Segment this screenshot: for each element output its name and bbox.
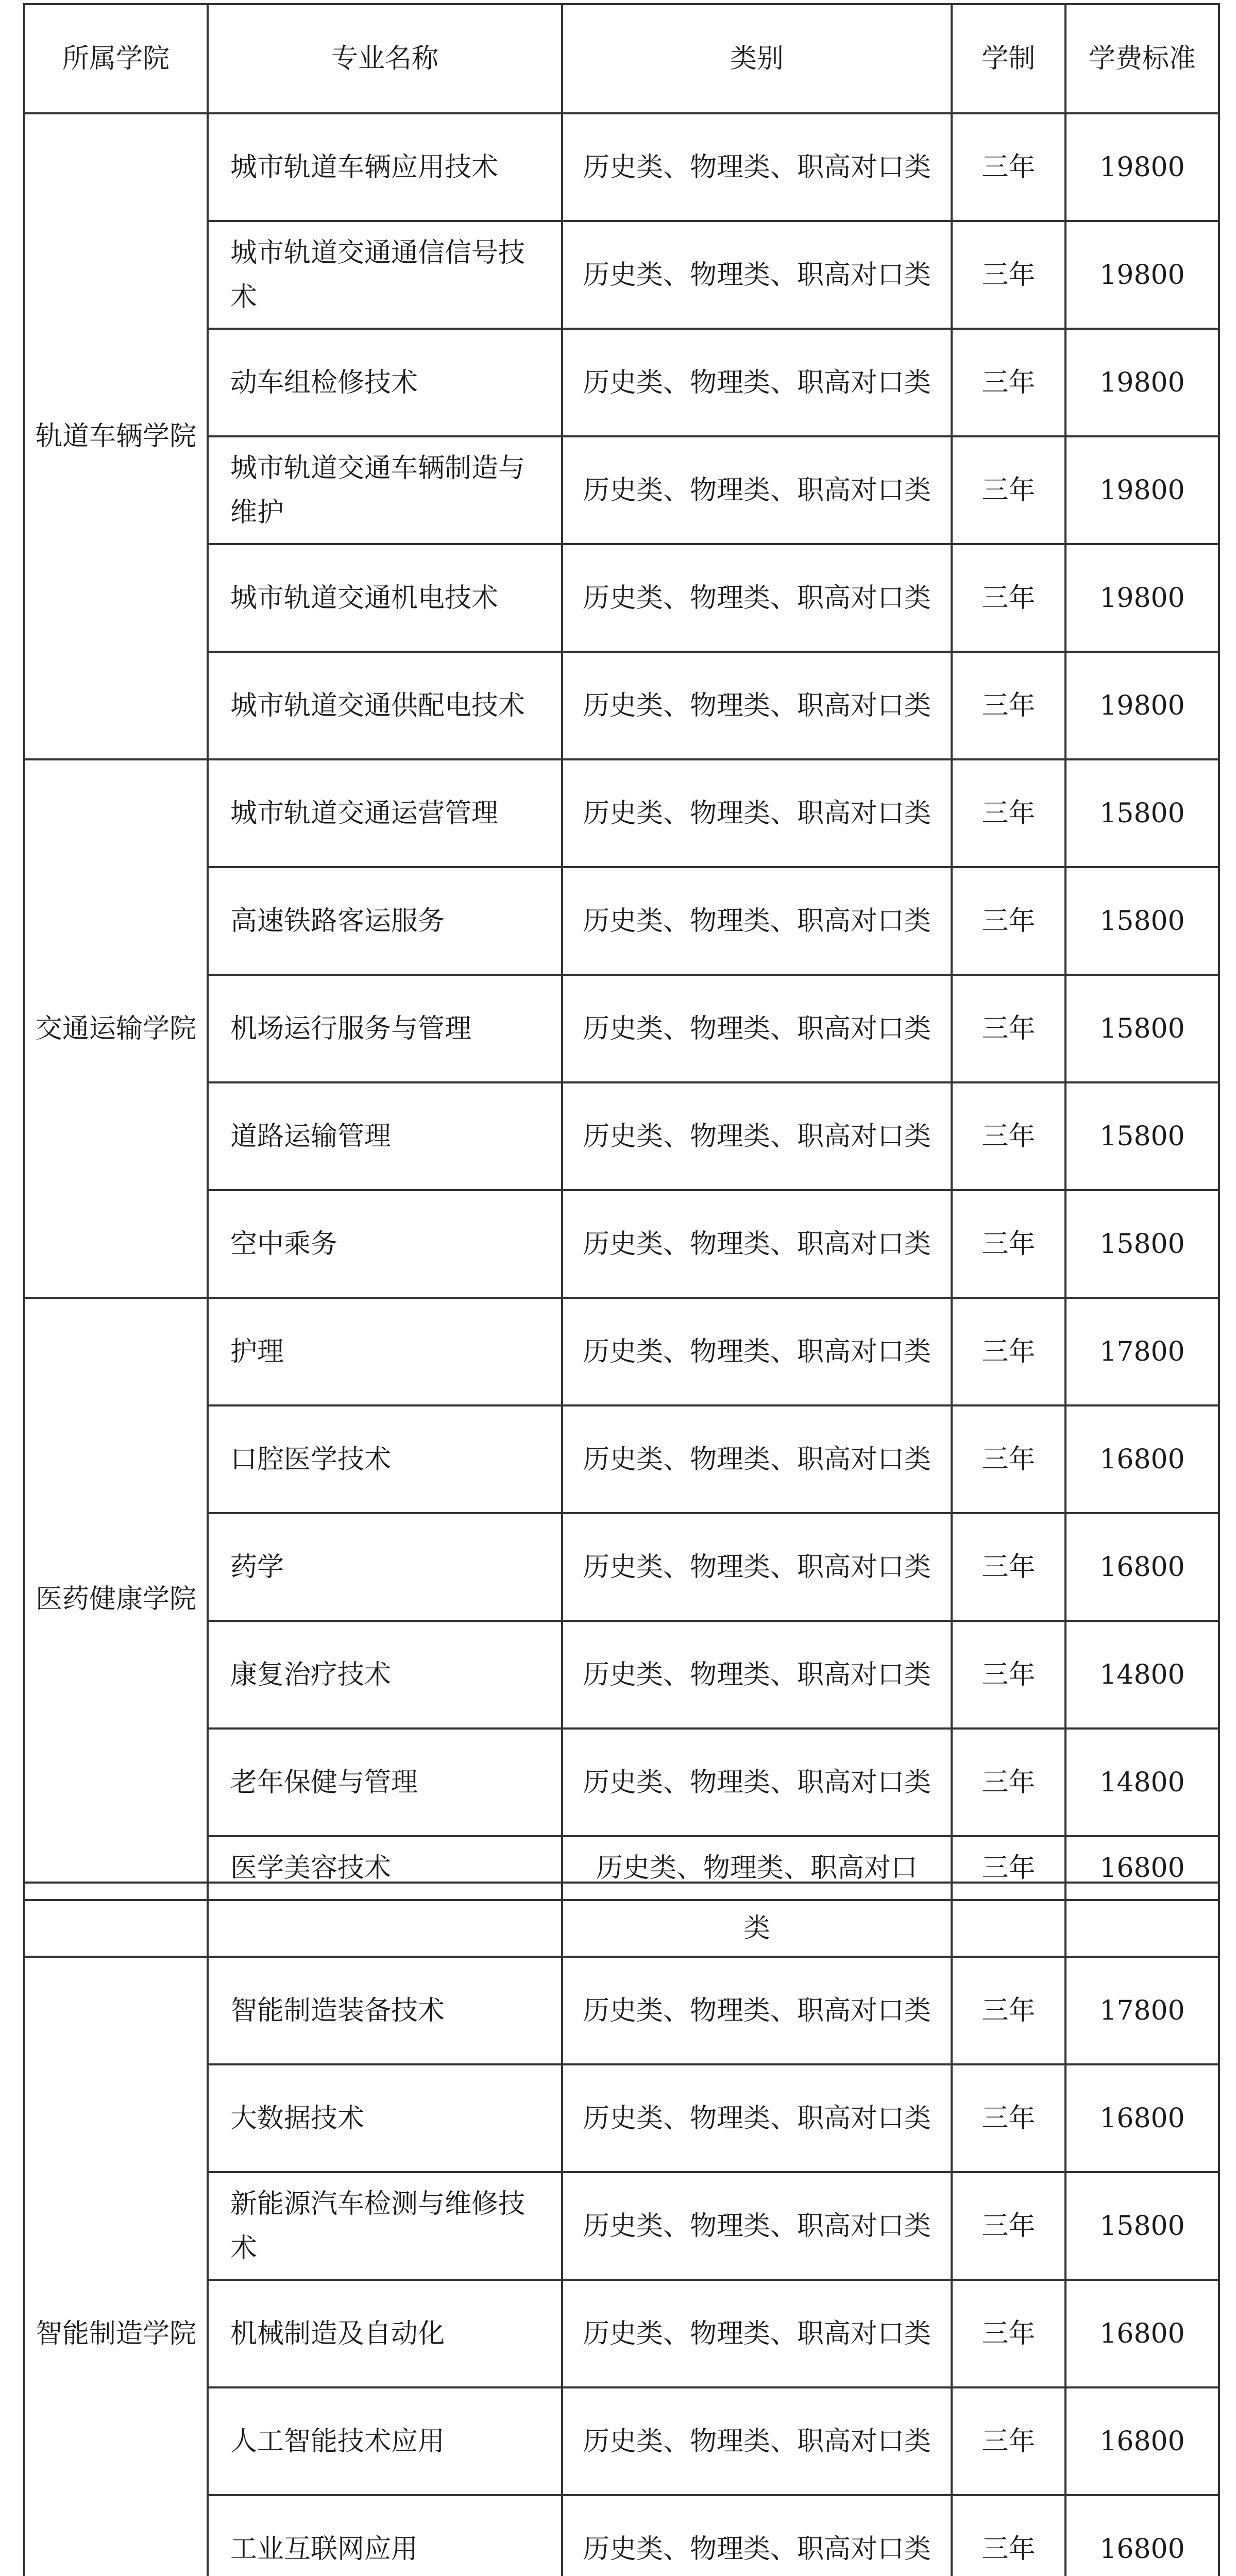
major-fee: 16800	[1065, 2280, 1219, 2387]
major-duration: 三年	[952, 1621, 1065, 1728]
major-category: 历史类、物理类、职高对口类	[562, 113, 952, 221]
header-category: 类别	[562, 4, 952, 113]
major-category: 历史类、物理类、职高对口类	[562, 2064, 952, 2172]
major-name: 医学美容技术	[208, 1836, 562, 1900]
major-fee: 16800	[1065, 1513, 1219, 1621]
major-fee: 17800	[1065, 1298, 1219, 1405]
major-name: 城市轨道交通车辆制造与维护	[208, 436, 562, 544]
major-category: 历史类、物理类、职高对口类	[562, 759, 952, 867]
major-category: 历史类、物理类、职高对口类	[562, 1082, 952, 1190]
major-fee: 15800	[1065, 759, 1219, 867]
major-fee: 15800	[1065, 975, 1219, 1082]
major-fee: 16800	[1065, 1836, 1219, 1900]
table-header-row	[24, 4, 1219, 113]
major-fee: 15800	[1065, 867, 1219, 975]
major-name: 动车组检修技术	[208, 329, 562, 436]
major-fee: 16800	[1065, 2387, 1219, 2495]
major-category: 历史类、物理类、职高对口类	[562, 867, 952, 975]
major-fee: 16800	[1065, 2064, 1219, 2172]
major-fee: 15800	[1065, 2172, 1219, 2280]
major-duration: 三年	[952, 1298, 1065, 1405]
major-fee: 19800	[1065, 652, 1219, 759]
major-fee: 15800	[1065, 1190, 1219, 1298]
major-fee: 17800	[1065, 1957, 1219, 2064]
major-duration: 三年	[952, 2387, 1065, 2495]
major-fee: 15800	[1065, 1082, 1219, 1190]
major-category: 历史类、物理类、职高对口类	[562, 1621, 952, 1728]
major-duration: 三年	[952, 221, 1065, 329]
major-duration: 三年	[952, 867, 1065, 975]
major-name: 药学	[208, 1513, 562, 1621]
tuition-table-part-1	[23, 3, 1220, 1901]
table-row	[24, 1298, 1219, 1405]
major-fee: 19800	[1065, 221, 1219, 329]
major-duration: 三年	[952, 759, 1065, 867]
major-duration: 三年	[952, 113, 1065, 221]
major-duration: 三年	[952, 1957, 1065, 2064]
major-category: 历史类、物理类、职高对口类	[562, 1190, 952, 1298]
major-category: 历史类、物理类、职高对口	[562, 1836, 952, 1900]
major-category: 历史类、物理类、职高对口类	[562, 2387, 952, 2495]
major-name: 高速铁路客运服务	[208, 867, 562, 975]
major-name: 城市轨道交通运营管理	[208, 759, 562, 867]
college-name: 医药健康学院	[24, 1298, 208, 1900]
major-duration: 三年	[952, 1190, 1065, 1298]
major-name: 康复治疗技术	[208, 1621, 562, 1728]
empty-cell	[952, 1883, 1065, 1957]
major-category: 历史类、物理类、职高对口类	[562, 2280, 952, 2387]
major-name: 空中乘务	[208, 1190, 562, 1298]
major-name: 城市轨道交通机电技术	[208, 544, 562, 652]
major-fee: 14800	[1065, 1621, 1219, 1728]
major-category: 历史类、物理类、职高对口类	[562, 652, 952, 759]
major-name: 新能源汽车检测与维修技术	[208, 2172, 562, 2280]
college-name: 轨道车辆学院	[24, 113, 208, 759]
major-fee: 19800	[1065, 113, 1219, 221]
empty-cell	[24, 1883, 208, 1957]
major-duration: 三年	[952, 544, 1065, 652]
major-category: 历史类、物理类、职高对口类	[562, 221, 952, 329]
major-name: 护理	[208, 1298, 562, 1405]
tuition-table-part-2	[23, 1882, 1220, 2576]
major-name: 机场运行服务与管理	[208, 975, 562, 1082]
header-college: 所属学院	[24, 4, 208, 113]
major-category-continuation: 类	[562, 1883, 952, 1957]
college-name: 交通运输学院	[24, 759, 208, 1298]
major-name: 口腔医学技术	[208, 1405, 562, 1513]
major-fee: 19800	[1065, 436, 1219, 544]
table-row	[24, 113, 1219, 221]
major-name: 人工智能技术应用	[208, 2387, 562, 2495]
major-category: 历史类、物理类、职高对口类	[562, 544, 952, 652]
major-category: 历史类、物理类、职高对口类	[562, 2495, 952, 2576]
major-fee: 16800	[1065, 1405, 1219, 1513]
major-name: 智能制造装备技术	[208, 1957, 562, 2064]
major-name: 机械制造及自动化	[208, 2280, 562, 2387]
empty-cell	[208, 1883, 562, 1957]
major-duration: 三年	[952, 1836, 1065, 1900]
major-category: 历史类、物理类、职高对口类	[562, 1405, 952, 1513]
major-duration: 三年	[952, 652, 1065, 759]
major-duration: 三年	[952, 2495, 1065, 2576]
major-name: 城市轨道车辆应用技术	[208, 113, 562, 221]
major-duration: 三年	[952, 2064, 1065, 2172]
header-fee: 学费标准	[1065, 4, 1219, 113]
college-name: 智能制造学院	[24, 1957, 208, 2576]
major-fee: 16800	[1065, 2495, 1219, 2576]
major-category: 历史类、物理类、职高对口类	[562, 975, 952, 1082]
table-row	[24, 1957, 1219, 2064]
major-name: 城市轨道交通通信信号技术	[208, 221, 562, 329]
major-category: 历史类、物理类、职高对口类	[562, 2172, 952, 2280]
major-category: 历史类、物理类、职高对口类	[562, 1728, 952, 1836]
major-fee: 19800	[1065, 544, 1219, 652]
major-category: 历史类、物理类、职高对口类	[562, 436, 952, 544]
major-name: 老年保健与管理	[208, 1728, 562, 1836]
major-category: 历史类、物理类、职高对口类	[562, 1298, 952, 1405]
major-name: 城市轨道交通供配电技术	[208, 652, 562, 759]
major-duration: 三年	[952, 1728, 1065, 1836]
major-duration: 三年	[952, 1405, 1065, 1513]
major-duration: 三年	[952, 2280, 1065, 2387]
header-duration: 学制	[952, 4, 1065, 113]
major-duration: 三年	[952, 436, 1065, 544]
table-row	[24, 759, 1219, 867]
major-category: 历史类、物理类、职高对口类	[562, 329, 952, 436]
major-duration: 三年	[952, 2172, 1065, 2280]
major-fee: 19800	[1065, 329, 1219, 436]
major-duration: 三年	[952, 975, 1065, 1082]
major-name: 大数据技术	[208, 2064, 562, 2172]
major-duration: 三年	[952, 1513, 1065, 1621]
major-duration: 三年	[952, 1082, 1065, 1190]
major-category: 历史类、物理类、职高对口类	[562, 1513, 952, 1621]
empty-cell	[1065, 1883, 1219, 1957]
major-name: 工业互联网应用	[208, 2495, 562, 2576]
table-row-continuation	[24, 1883, 1219, 1957]
header-major: 专业名称	[208, 4, 562, 113]
major-name: 道路运输管理	[208, 1082, 562, 1190]
major-duration: 三年	[952, 329, 1065, 436]
major-category: 历史类、物理类、职高对口类	[562, 1957, 952, 2064]
major-fee: 14800	[1065, 1728, 1219, 1836]
